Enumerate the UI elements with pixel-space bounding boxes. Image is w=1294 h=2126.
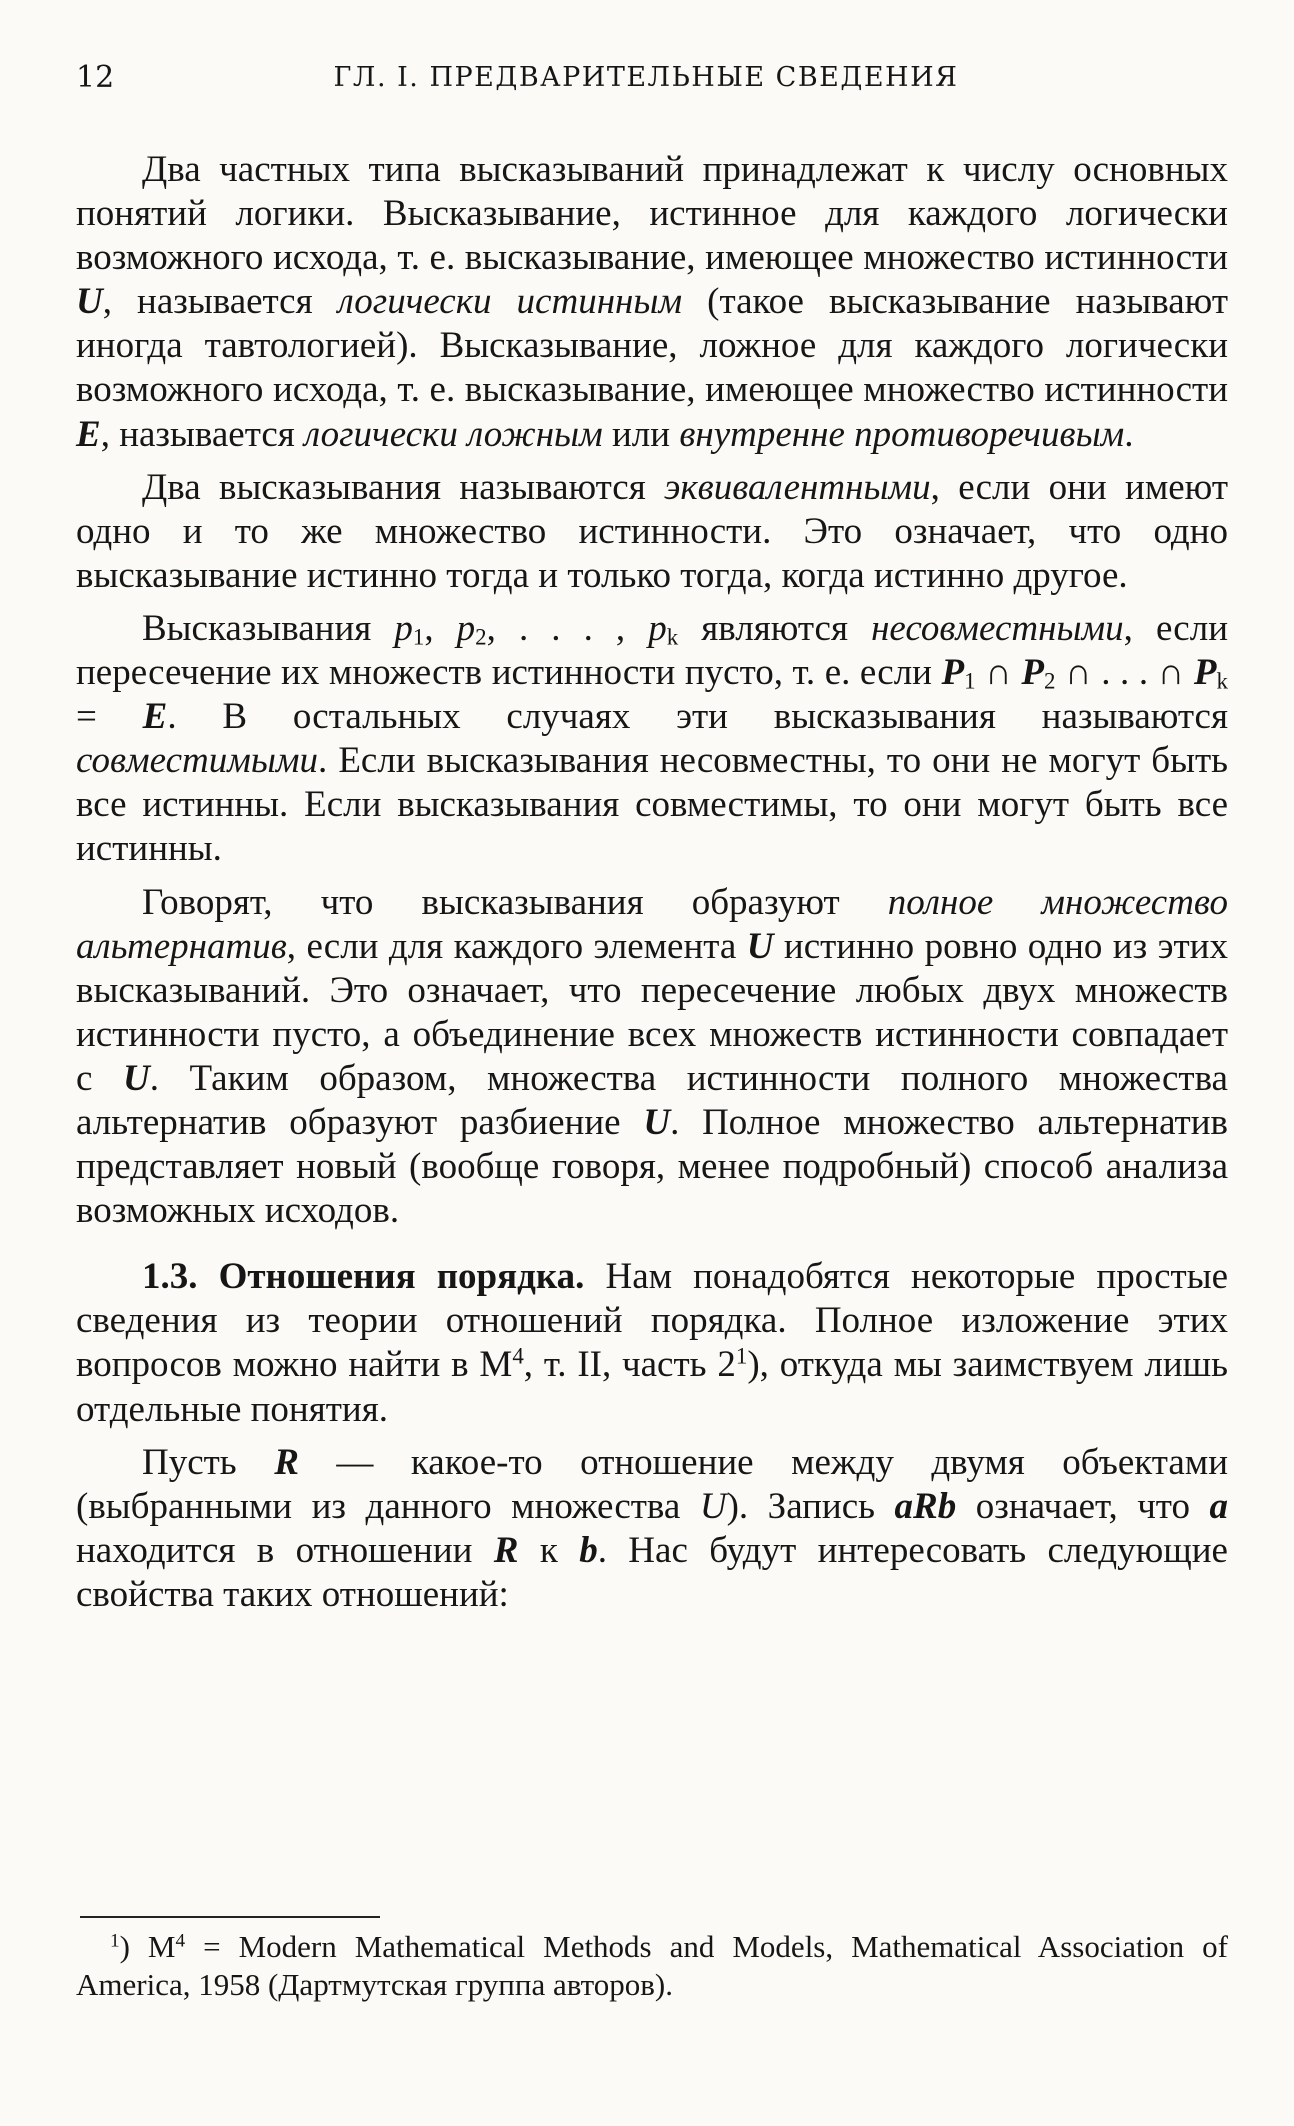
term-incompatible: несовместными (871, 607, 1124, 649)
text-run: (такое высказывание называют иногда тавтологией). Высказывание, ложное для каждого логически возможного исхода, т. е. высказывание, имеющее множество истинности (76, 281, 1228, 411)
term-complete-alternatives: полное множество альтернатив (76, 881, 1228, 967)
text-run: ), откуда мы заимствуем лишь отдельные понятия. (76, 1344, 1228, 1430)
text-run: или (602, 413, 680, 455)
text-run: , если они имеют одно и то же множество истинности. Это означает, что одно высказывание истинно тогда и только тогда, когда истинно другое. (76, 466, 1228, 596)
math-b: b (579, 1529, 598, 1571)
paragraph-tautology (76, 148, 1228, 457)
math-U: U (746, 925, 774, 967)
term-logically-true: логически истинным (337, 281, 683, 323)
math-p: p (394, 607, 413, 649)
math-U: U (122, 1057, 150, 1099)
subscript: 2 (1044, 668, 1056, 694)
footnote-reference: 1 (735, 1343, 748, 1369)
subscript: 2 (475, 624, 487, 650)
text-run: . Если высказывания несовместны, то они не могут быть все истинны. Если высказывания совместимы, то они могут быть все истинны. (76, 740, 1228, 870)
text-run: — какое-то отношение между двумя объектами (выбранными из данного множества (76, 1441, 1228, 1527)
text-run: = Modern Mathematical Methods and Models, Mathematical Association of America, 1958 (Дартмутская группа авторов). (76, 1929, 1228, 2002)
text-run: истинно ровно одно из этих высказываний. Это означает, что пересечение любых двух множеств истинности пусто, а объединение всех множеств истинности совпадает с (76, 925, 1228, 1099)
text-run: . Полное множество альтернатив представляет новый (вообще говоря, менее подробный) способ анализа возможных исходов. (76, 1101, 1229, 1232)
running-title: ГЛ. I. ПРЕДВАРИТЕЛЬНЫЕ СВЕДЕНИЯ (333, 62, 959, 93)
paragraph-incompatible (76, 607, 1228, 872)
math-E: E (76, 413, 101, 455)
text-run: означает, что (956, 1485, 1210, 1527)
math-eq: = (76, 696, 143, 738)
text-run: . Нас будут интересовать следующие свойства таких отношений: (76, 1529, 1228, 1615)
paragraph-relation-R (76, 1441, 1228, 1617)
text-run: , (424, 607, 457, 649)
math-P: P (941, 652, 965, 694)
text-run: Нам понадобятся некоторые простые сведения из теории отношений порядка. Полное изложение этих вопросов можно найти в M (76, 1256, 1228, 1386)
math-cap: ∩ (975, 652, 1022, 694)
math-U: U (699, 1485, 727, 1527)
text-run: , если для каждого элемента (286, 925, 747, 967)
text-run: Два высказывания называются (142, 466, 665, 508)
text-run: ). Запись (726, 1485, 895, 1527)
page-header (76, 60, 1216, 100)
footnote-text (76, 1928, 1228, 2004)
paragraph-equivalent (76, 466, 1228, 598)
math-U: U (76, 281, 103, 323)
math-a: a (1209, 1485, 1228, 1527)
text-run: , если пересечение их множеств истинности пусто, т. е. если (76, 607, 1228, 694)
superscript: 4 (512, 1343, 524, 1369)
subscript: 1 (412, 624, 425, 650)
text-run: Пусть (142, 1441, 275, 1483)
text-run: Два частных типа высказываний принадлежат к числу основных понятий логики. Высказывание, истинное для каждого логически возможного исхода, т. е. высказывание, имеющее множество истинности (76, 149, 1228, 279)
section-heading: 1.3. Отношения порядка. (142, 1256, 585, 1298)
footnote (76, 1928, 1228, 2004)
footnote-mark: 1 (110, 1930, 120, 1952)
math-E: E (142, 696, 168, 738)
text-run: , называется (102, 281, 338, 323)
text-run: . Таким образом, множества истинности полного множества альтернатив образуют разбиение (76, 1057, 1228, 1143)
math-P: P (1021, 652, 1044, 694)
math-R: R (493, 1529, 519, 1571)
subscript: 1 (964, 668, 976, 694)
math-p: p (648, 607, 667, 649)
text-run: . (1124, 413, 1134, 455)
term-contradictory: внутренне противоречивым (679, 413, 1125, 455)
text-run: , т. II, часть 2 (523, 1344, 736, 1386)
superscript: 4 (175, 1930, 186, 1952)
text-run: . В остальных случаях эти высказывания называются (167, 696, 1228, 738)
math-aRb: aRb (894, 1485, 957, 1527)
page-number: 12 (76, 60, 115, 95)
subscript: k (666, 624, 679, 650)
paragraph-order-relations (76, 1255, 1228, 1431)
footnote-divider (80, 1916, 380, 1918)
subscript: k (1216, 668, 1228, 694)
math-R: R (274, 1441, 299, 1483)
main-text (76, 148, 1228, 1617)
text-run: являются (678, 607, 872, 649)
text-run: к (518, 1529, 580, 1571)
math-P: P (1193, 652, 1217, 694)
text-run: находится в отношении (76, 1529, 494, 1571)
text-run: ) M (119, 1929, 176, 1964)
math-cap: ∩ . . . ∩ (1055, 652, 1194, 694)
text-run: Говорят, что высказывания образуют (142, 881, 888, 923)
math-U: U (643, 1101, 671, 1143)
text-run: Высказывания (142, 607, 395, 649)
text-run: , . . . , (486, 607, 649, 649)
term-equivalent: эквивалентными (664, 466, 931, 508)
math-p: p (456, 607, 476, 649)
term-compatible: совместимыми (76, 740, 319, 782)
term-logically-false: логически ложным (304, 413, 603, 455)
text-run: , называется (100, 413, 305, 455)
paragraph-alternatives (76, 881, 1228, 1234)
